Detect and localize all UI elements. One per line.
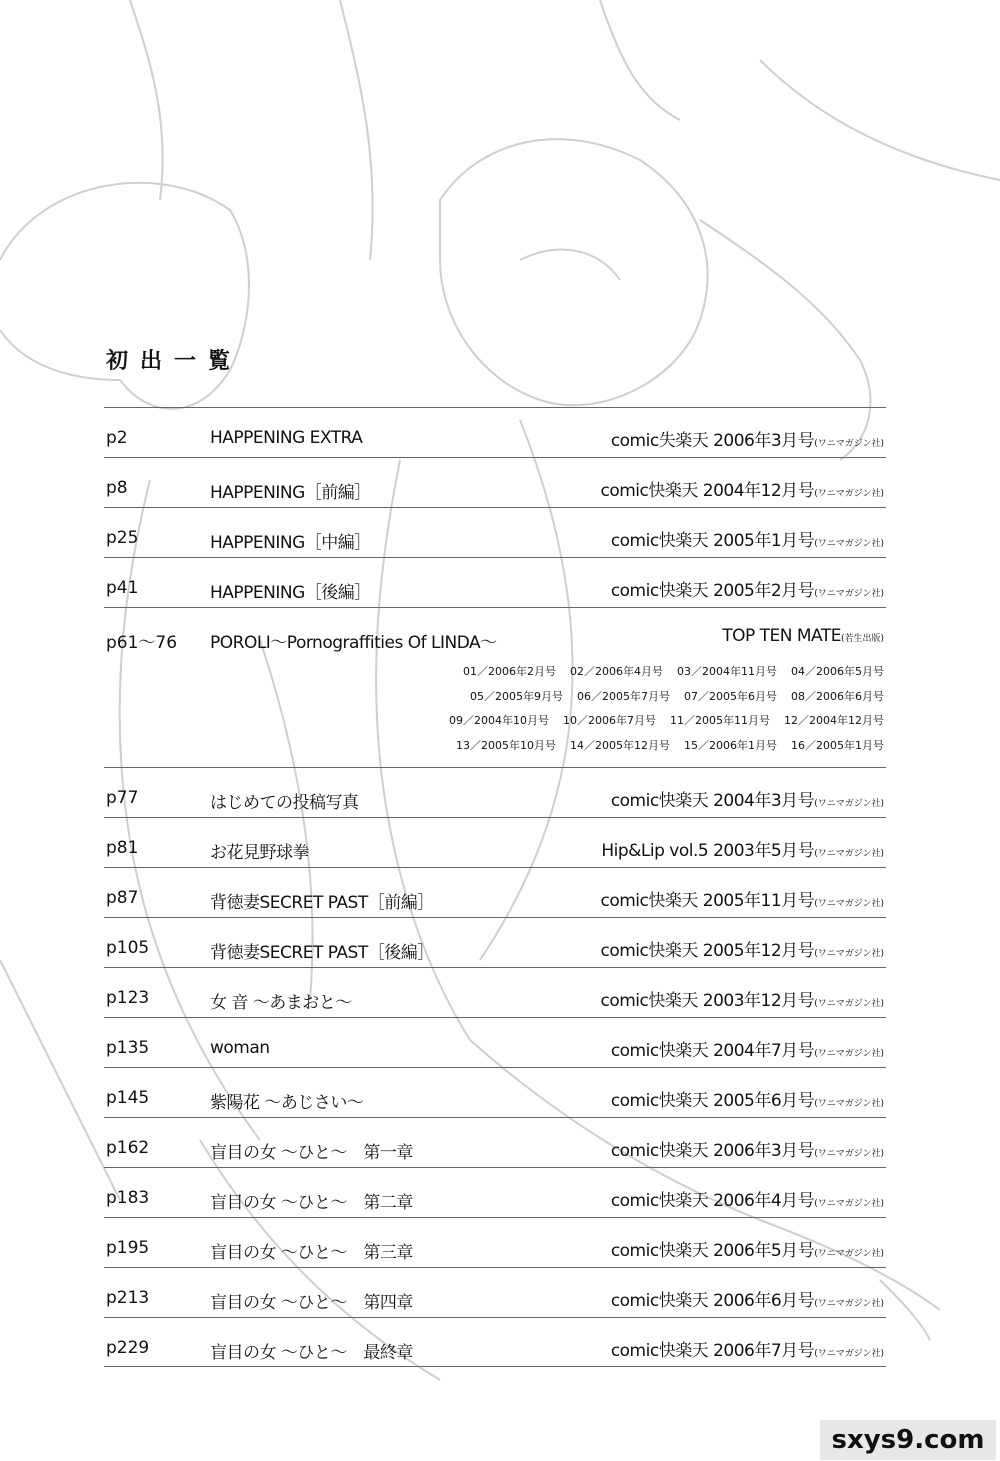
publication — [611, 526, 884, 551]
publisher: (ワニマガジン社) — [814, 949, 884, 959]
story-title: POROLI〜Pornograffities Of LINDA〜 — [210, 633, 497, 653]
issue-entry: 06／2005年7月号 — [577, 689, 670, 703]
issue-line — [414, 734, 884, 759]
magazine-issue: TOP TEN MATE — [722, 626, 841, 646]
page-number: p81 — [106, 838, 139, 858]
table-row — [104, 457, 886, 507]
issue-entry: 09／2004年10月号 — [449, 714, 549, 727]
story-title: お花見野球拳 — [210, 843, 309, 863]
publisher: (ワニマガジン社) — [814, 1249, 884, 1259]
page-number: p25 — [106, 528, 139, 548]
publication — [611, 1086, 884, 1111]
table-row — [104, 917, 886, 967]
publisher: (ワニマガジン社) — [814, 1299, 884, 1309]
page-number: p135 — [106, 1038, 150, 1058]
story-title: HAPPENING［前編］ — [210, 483, 371, 503]
magazine-issue: comic快楽天 2004年3月号 — [610, 791, 815, 811]
table-row — [104, 967, 886, 1017]
page-number: p145 — [106, 1088, 150, 1108]
publisher: (ワニマガジン社) — [814, 1099, 884, 1109]
publication — [611, 1136, 884, 1161]
story-title: 盲目の女 〜ひと〜 最終章 — [210, 1343, 413, 1363]
story-title: 盲目の女 〜ひと〜 第四章 — [210, 1293, 413, 1313]
publisher: (ワニマガジン社) — [814, 1199, 884, 1209]
publication — [601, 886, 885, 911]
publication — [611, 426, 884, 451]
publication — [611, 1236, 884, 1261]
publisher: (ワニマガジン社) — [814, 489, 884, 499]
table-row — [104, 1117, 886, 1167]
magazine-issue: comic快楽天 2006年5月号 — [610, 1241, 815, 1261]
table-row — [104, 407, 886, 457]
issue-entry: 03／2004年11月号 — [677, 665, 777, 678]
story-title: 盲目の女 〜ひと〜 第一章 — [210, 1143, 413, 1163]
magazine-issue: comic快楽天 2005年11月号 — [600, 891, 815, 911]
publisher: (ワニマガジン社) — [814, 899, 884, 909]
page-number: p105 — [106, 938, 150, 958]
table-row — [104, 607, 886, 767]
issue-entry: 02／2006年4月号 — [570, 665, 663, 678]
site-watermark: sxys9.com — [820, 1420, 996, 1460]
magazine-issue: comic快楽天 2005年12月号 — [600, 941, 815, 961]
issue-entry: 15／2006年1月号 — [684, 738, 777, 752]
story-title: HAPPENING［中編］ — [210, 533, 371, 553]
magazine-issue: comic快楽天 2006年4月号 — [610, 1191, 815, 1211]
page-number: p8 — [106, 478, 128, 498]
table-row — [104, 1167, 886, 1217]
issue-entry: 12／2004年12月号 — [784, 714, 884, 727]
publisher: (ワニマガジン社) — [814, 439, 884, 449]
story-title: woman — [210, 1038, 270, 1058]
magazine-issue: comic快楽天 2005年2月号 — [610, 581, 815, 601]
issue-line — [414, 660, 884, 685]
issue-entry: 07／2005年6月号 — [684, 689, 777, 703]
publication — [722, 626, 884, 646]
table-row — [104, 1067, 886, 1117]
issue-line — [414, 709, 884, 734]
publisher: (ワニマガジン社) — [814, 539, 884, 549]
issue-grid — [414, 660, 884, 758]
publication — [601, 936, 885, 961]
magazine-issue: Hip&Lip vol.5 2003年5月号 — [601, 841, 815, 861]
issue-entry: 10／2006年7月号 — [563, 714, 656, 727]
issue-entry: 11／2005年11月号 — [670, 714, 770, 727]
magazine-issue: comic快楽天 2006年7月号 — [610, 1341, 815, 1361]
page-number: p183 — [106, 1188, 150, 1208]
issue-entry: 13／2005年10月号 — [456, 738, 556, 752]
issue-entry: 14／2005年12月号 — [570, 738, 670, 752]
table-row — [104, 867, 886, 917]
publisher: (ワニマガジン社) — [814, 1349, 884, 1359]
issue-entry: 04／2006年5月号 — [791, 665, 884, 678]
publisher: (ワニマガジン社) — [814, 1049, 884, 1059]
publisher: (若生出版) — [840, 634, 884, 644]
story-title: 背徳妻SECRET PAST［前編］ — [210, 893, 434, 913]
story-title: 盲目の女 〜ひと〜 第二章 — [210, 1193, 413, 1213]
publisher: (ワニマガジン社) — [814, 589, 884, 599]
magazine-issue: comic快楽天 2004年7月号 — [610, 1041, 815, 1061]
first-appearance-list — [104, 407, 886, 1367]
issue-entry: 08／2006年6月号 — [791, 689, 884, 703]
magazine-issue: comic失楽天 2006年3月号 — [610, 431, 815, 451]
story-title: HAPPENING［後編］ — [210, 583, 371, 603]
story-title: はじめての投稿写真 — [210, 793, 359, 813]
story-title: 女 音 〜あまおと〜 — [210, 993, 352, 1013]
page-number: p61〜76 — [106, 633, 178, 653]
table-row — [104, 507, 886, 557]
issue-line — [414, 685, 884, 710]
publication — [611, 1186, 884, 1211]
publisher: (ワニマガジン社) — [814, 849, 884, 859]
magazine-issue: comic快楽天 2005年1月号 — [610, 531, 815, 551]
story-title: HAPPENING EXTRA — [210, 428, 363, 448]
table-row — [104, 1317, 886, 1367]
page-title: 初出一覧 — [106, 349, 243, 374]
page-number: p123 — [106, 988, 150, 1008]
table-row — [104, 557, 886, 607]
table-row — [104, 1017, 886, 1067]
issue-entry: 05／2005年9月号 — [470, 689, 563, 703]
table-row — [104, 1217, 886, 1267]
magazine-issue: comic快楽天 2003年12月号 — [600, 991, 815, 1011]
story-title: 紫陽花 〜あじさい〜 — [210, 1093, 364, 1113]
issue-entry: 01／2006年2月号 — [463, 665, 556, 678]
publication — [611, 576, 884, 601]
publication — [601, 836, 884, 861]
table-row — [104, 767, 886, 817]
magazine-issue: comic快楽天 2004年12月号 — [600, 481, 815, 501]
publication — [601, 476, 885, 501]
publisher: (ワニマガジン社) — [814, 999, 884, 1009]
magazine-issue: comic快楽天 2005年6月号 — [610, 1091, 815, 1111]
publisher: (ワニマガジン社) — [814, 1149, 884, 1159]
publisher: (ワニマガジン社) — [814, 799, 884, 809]
page-number: p77 — [106, 788, 139, 808]
table-row — [104, 1267, 886, 1317]
publication — [611, 1336, 884, 1361]
page-number: p41 — [106, 578, 139, 598]
page-number: p162 — [106, 1138, 150, 1158]
page-number: p195 — [106, 1238, 150, 1258]
page-number: p229 — [106, 1338, 150, 1358]
table-row — [104, 817, 886, 867]
publication — [611, 786, 884, 811]
page-number: p213 — [106, 1288, 150, 1308]
page-number: p87 — [106, 888, 139, 908]
magazine-issue: comic快楽天 2006年6月号 — [610, 1291, 815, 1311]
publication — [611, 1286, 884, 1311]
publication — [601, 986, 885, 1011]
magazine-issue: comic快楽天 2006年3月号 — [610, 1141, 815, 1161]
issue-entry: 16／2005年1月号 — [791, 738, 884, 752]
story-title: 背徳妻SECRET PAST［後編］ — [210, 943, 434, 963]
story-title: 盲目の女 〜ひと〜 第三章 — [210, 1243, 413, 1263]
page-number: p2 — [106, 428, 128, 448]
publication — [611, 1036, 884, 1061]
